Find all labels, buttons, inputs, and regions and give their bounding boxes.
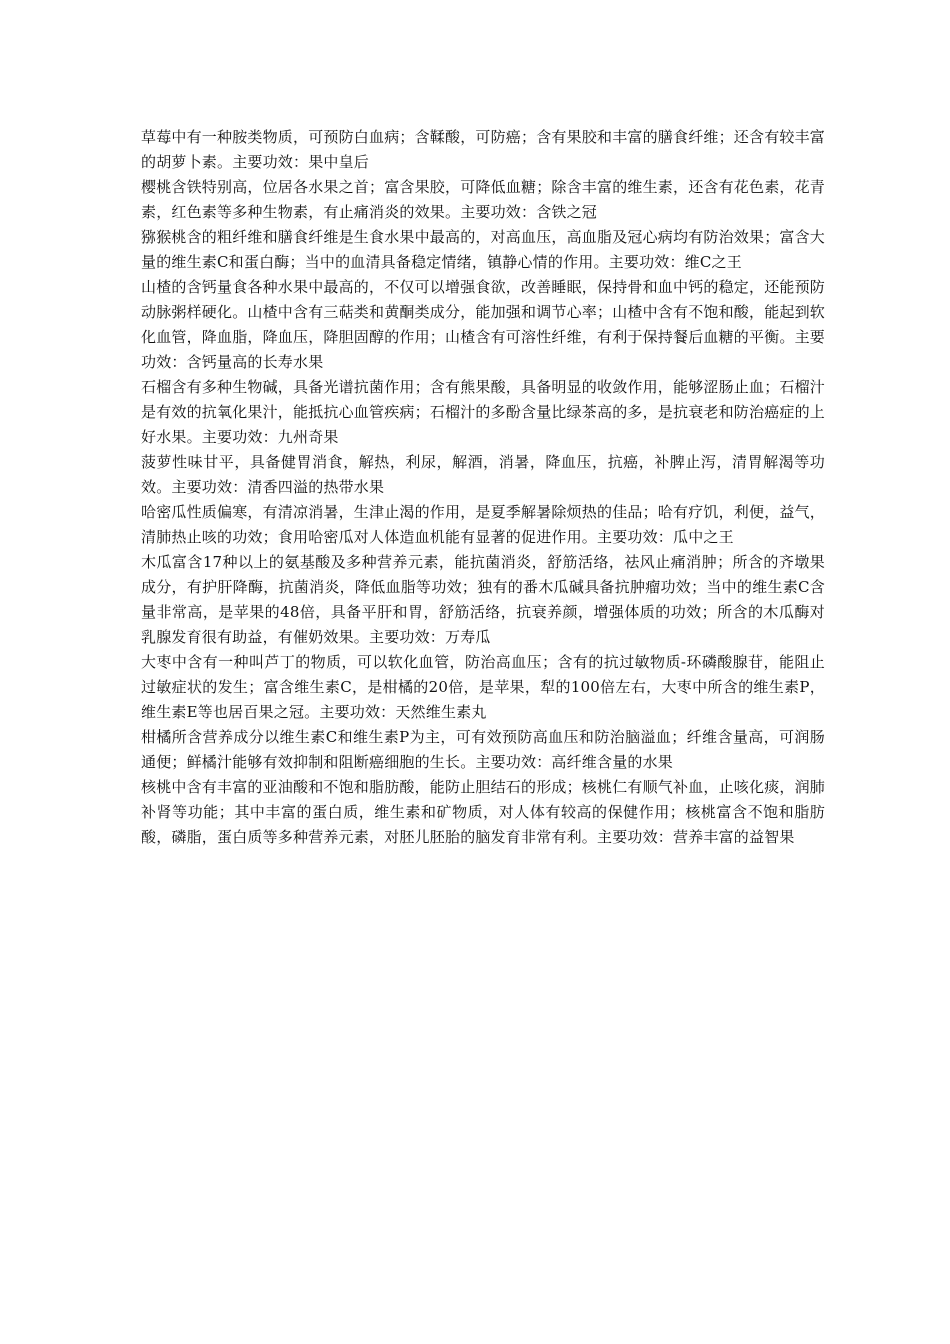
paragraph-walnut: 核桃中含有丰富的亚油酸和不饱和脂肪酸，能防止胆结石的形成；核桃仁有顺气补血，止咳化痰，润肺补肾等功能；其中丰富的蛋白质，维生素和矿物质，对人体有较高的保健作用；核桃富含不饱和脂肪酸，磷脂，蛋白质等多种营养元素，对胚儿胚胎的脑发育非常有利。主要功效：营养丰富的益智果 [141, 778, 826, 846]
paragraph-strawberry: 草莓中有一种胺类物质，可预防白血病；含鞣酸，可防癌；含有果胶和丰富的膳食纤维；还含有较丰富的胡萝卜素。主要功效：果中皇后 [141, 128, 826, 171]
paragraph-cherry: 樱桃含铁特别高，位居各水果之首；富含果胶，可降低血糖；除含丰富的维生素，还含有花色素，花青素，红色素等多种生物素，有止痛消炎的效果。主要功效：含铁之冠 [141, 178, 826, 221]
document-body [141, 125, 825, 850]
paragraph-citrus: 柑橘所含营养成分以维生素C和维生素P为主，可有效预防高血压和防治脑溢血；纤维含量高，可润肠通便；鲜橘汁能够有效抑制和阻断癌细胞的生长。主要功效：高纤维含量的水果 [141, 728, 825, 771]
paragraph-hawthorn: 山楂的含钙量食各种水果中最高的，不仅可以增强食欲，改善睡眠，保持骨和血中钙的稳定，还能预防动脉粥样硬化。山楂中含有三萜类和黄酮类成分，能加强和调节心率；山楂中含有不饱和酸，能起到软化血管，降血脂，降血压，降胆固醇的作用；山楂含有可溶性纤维，有利于保持餐后血糖的平衡。主要功效：含钙量高的长寿水果 [141, 278, 826, 371]
paragraph-pomegranate: 石榴含有多种生物碱，具备光谱抗菌作用；含有熊果酸，具备明显的收敛作用，能够涩肠止血；石榴汁是有效的抗氧化果汁，能抵抗心血管疾病；石榴汁的多酚含量比绿茶高的多，是抗衰老和防治癌症的上好水果。主要功效：九州奇果 [141, 378, 826, 446]
paragraph-jujube: 大枣中含有一种叫芦丁的物质，可以软化血管，防治高血压；含有的抗过敏物质-环磷酸腺苷，能阻止过敏症状的发生；富含维生素C，是柑橘的20倍，是苹果，犁的100倍左右，大枣中所含的维生素P，维生素E等也居百果之冠。主要功效：天然维生素丸 [141, 653, 825, 721]
paragraph-hami-melon: 哈密瓜性质偏寒，有清凉消暑，生津止渴的作用，是夏季解暑除烦热的佳品；哈有疗饥，利便，益气，清肺热止咳的功效；食用哈密瓜对人体造血机能有显著的促进作用。主要功效：瓜中之王 [141, 503, 826, 546]
paragraph-pineapple: 菠萝性味甘平，具备健胃消食，解热，利尿，解酒，消暑，降血压，抗癌，补脾止泻，清胃解渴等功效。主要功效：清香四溢的热带水果 [141, 453, 825, 496]
paragraph-kiwi: 猕猴桃含的粗纤维和膳食纤维是生食水果中最高的，对高血压，高血脂及冠心病均有防治效果；富含大量的维生素C和蛋白酶；当中的血清具备稳定情绪，镇静心情的作用。主要功效：维C之王 [141, 228, 826, 271]
paragraph-papaya: 木瓜富含17种以上的氨基酸及多种营养元素，能抗菌消炎，舒筋活络，祛风止痛消肿；所含的齐墩果成分，有护肝降酶，抗菌消炎，降低血脂等功效；独有的番木瓜碱具备抗肿瘤功效；当中的维生素C含量非常高，是苹果的48倍，具备平肝和胃，舒筋活络，抗衰养颜，增强体质的功效；所含的木瓜酶对乳腺发育很有助益，有催奶效果。主要功效：万寿瓜 [141, 553, 825, 646]
